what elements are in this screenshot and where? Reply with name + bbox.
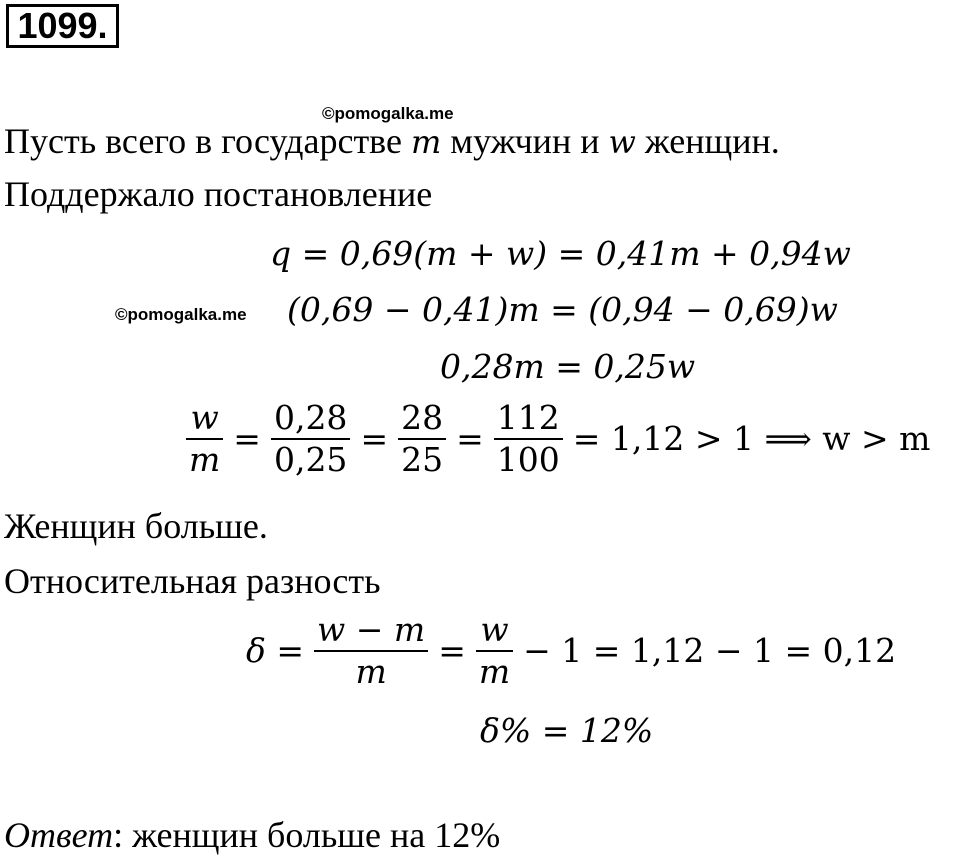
intro-part3: женщин.: [635, 121, 780, 161]
watermark-middle: ©pomogalka.me: [115, 305, 247, 324]
fraction-numerator: 0,28: [273, 398, 348, 437]
fraction-028-over-025: [271, 398, 350, 480]
fraction-denominator: 100: [496, 440, 560, 479]
equals-sign: =: [360, 419, 389, 458]
fraction-denominator: 25: [401, 440, 444, 479]
fraction-denominator: m: [355, 652, 387, 691]
supported-label: Поддержало постановление: [4, 174, 433, 214]
fraction-numerator: 28: [401, 398, 444, 437]
problem-number: 1099.: [6, 4, 119, 48]
fraction-denominator: m: [478, 652, 511, 691]
equation-3: 0,28m = 0,25w: [440, 347, 696, 386]
equals-sign: =: [233, 419, 261, 458]
equation-1: q = 0,69(m + w) = 0,41m + 0,94w: [270, 234, 851, 273]
watermark-top: ©pomogalka.me: [322, 104, 454, 123]
equals-sign: =: [438, 631, 466, 670]
fraction-numerator: w: [480, 610, 509, 649]
var-w: w: [608, 123, 636, 161]
fraction-w-minus-m-over-m: [314, 610, 428, 692]
fraction-denominator: 0,25: [273, 440, 348, 479]
answer-text: : женщин больше на 12%: [113, 815, 501, 855]
intro-part2: мужчин и: [441, 121, 609, 161]
intro-line: [4, 120, 780, 163]
fraction-28-over-25: [398, 398, 446, 480]
conclusion: Женщин больше.: [4, 506, 268, 546]
delta-percent: δ% = 12%: [480, 711, 654, 750]
ratio-tail: = 1,12 > 1 ⟹ w > m: [572, 419, 931, 458]
relative-label: Относительная разность: [4, 561, 381, 601]
var-m: m: [410, 123, 442, 161]
delta-lhs: δ =: [246, 631, 305, 670]
fraction-w-over-m: [476, 610, 513, 692]
equation-2: (0,69 − 0,41)m = (0,94 − 0,69)w: [287, 290, 838, 329]
ratio-equation: [182, 398, 936, 480]
answer-label: Ответ: [4, 815, 114, 855]
fraction-numerator: w − m: [317, 610, 426, 649]
equals-sign: =: [456, 419, 484, 458]
fraction-112-over-100: [494, 398, 563, 480]
fraction-numerator: w: [190, 398, 219, 437]
fraction-w-over-m: [186, 398, 223, 480]
fraction-numerator: 112: [496, 398, 560, 437]
answer-line: [4, 814, 500, 856]
delta-tail: − 1 = 1,12 − 1 = 0,12: [523, 631, 897, 670]
intro-part1: Пусть всего в государстве: [4, 121, 411, 161]
delta-equation: [240, 610, 902, 692]
fraction-denominator: m: [189, 440, 221, 479]
